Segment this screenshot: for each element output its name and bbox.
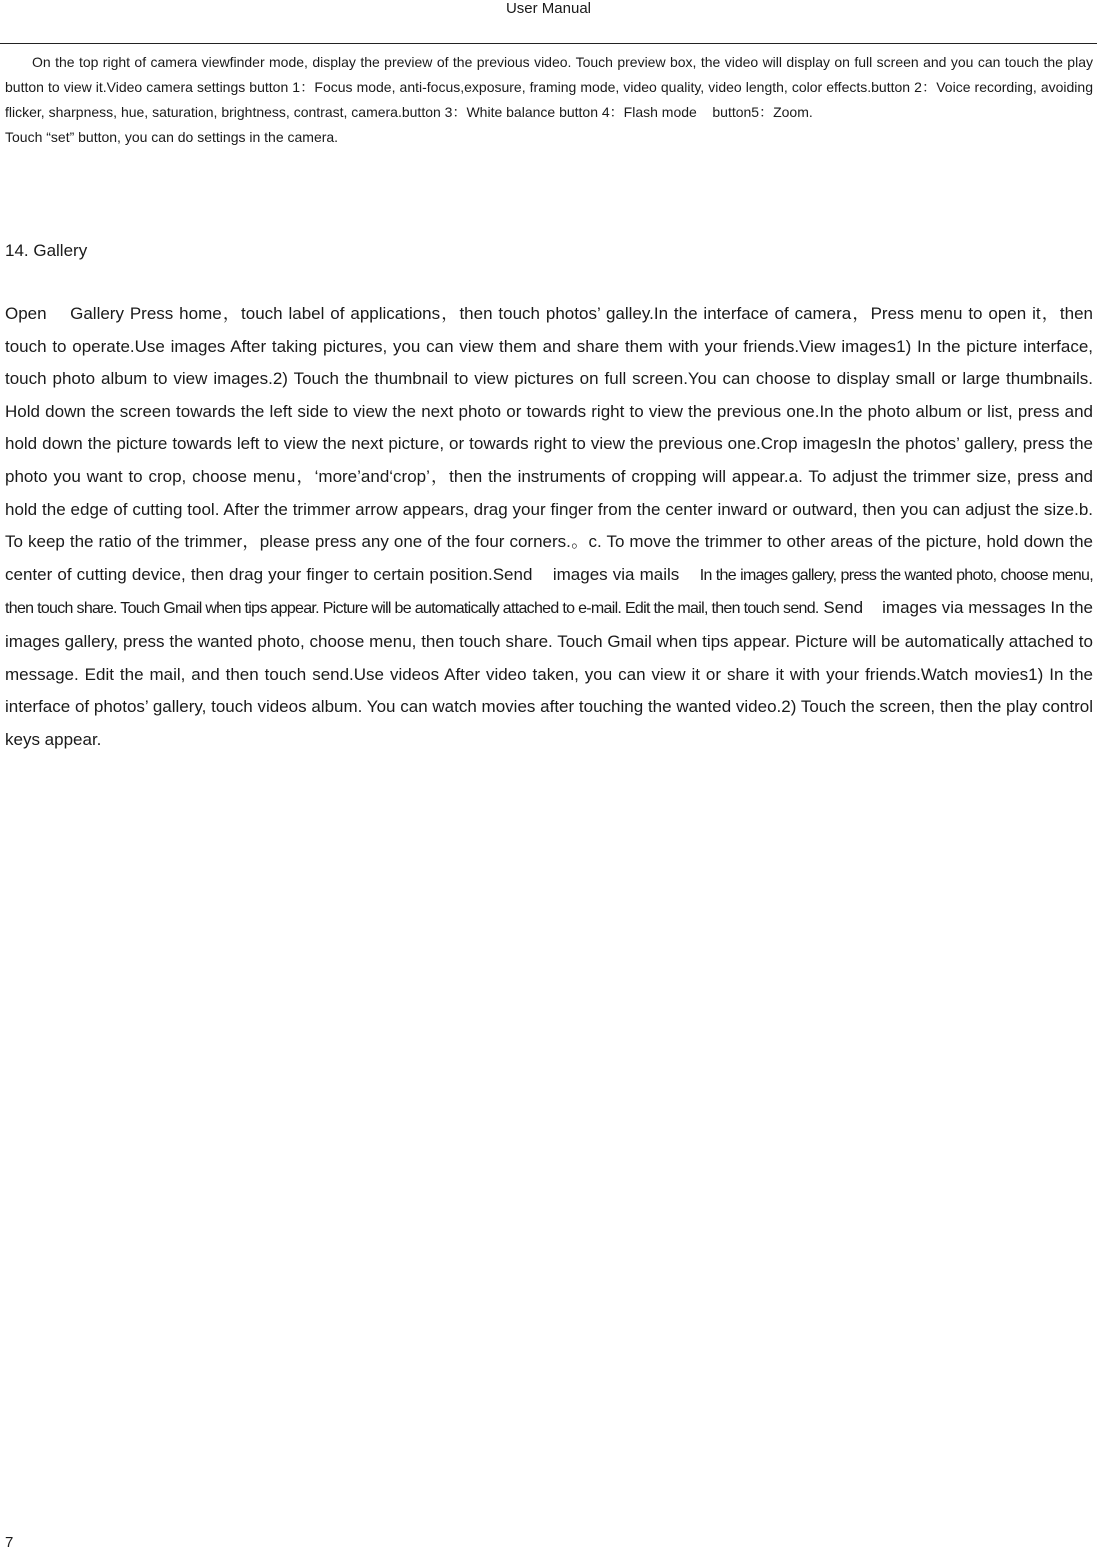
intro-text-block xyxy=(5,50,1093,150)
section-title: 14. Gallery xyxy=(5,241,88,260)
page-number: 7 xyxy=(5,1534,14,1551)
intro-paragraph-set-button: Touch “set” button, you can do settings in the camera. xyxy=(5,129,339,145)
gallery-text-part-3: Send images via messages In the images gallery, press the wanted photo, choose menu, then touch share. Touch Gmail when tips appear. Picture will be automatically attached to message. Edit the mail, and then touch send.Use videos After video taken, you can view it or share it with your friends.Watch movies1) In the interface of photos’ gallery, touch videos album. You can watch movies after touching the wanted video.2) Touch the screen, then the play control keys appear. xyxy=(5,598,1093,749)
gallery-body-text xyxy=(5,298,1093,756)
header-title: User Manual xyxy=(505,0,592,17)
page-header xyxy=(0,0,1097,44)
gallery-text-part-1: Open Gallery Press home，touch label of applications，then touch photos’ galley.In the interface of camera，Press menu to open it，then touch to operate.Use images After taking pictures, you can view them and share them with your friends.View images1) In the picture interface, touch photo album to view images.2) Touch the thumbnail to view pictures on full screen.You can choose to display small or large thumbnails. Hold down the screen towards the left side to view the next photo or towards right to view the previous one.In the photo album or list, press and hold down the picture towards left to view the next picture, or towards right to view the previous one.Crop imagesIn the photos’ gallery, press the photo you want to crop, choose menu，‘more’and‘crop’，then the instruments of cropping will appear.a. To adjust the trimmer size, press and hold the edge of cutting tool. After the trimmer arrow appears, drag your finger from the center inward or outward, then you can adjust the size.b. To keep the ratio of the trimmer，please press any one of the four corners.。c. To move the trimmer to other areas of the picture, hold down the center of cutting device, then drag your finger to certain position.Send images via mails xyxy=(5,304,1093,584)
gallery-text-part-2: In the images gallery, press the wanted photo, choose menu, then touch share. Touch Gmail when tips appear. Picture will be automatically attached to e-mail. Edit the mail, then touch send. xyxy=(5,566,1093,618)
intro-paragraph-camera-settings: On the top right of camera viewfinder mode, display the preview of the previous video. Touch preview box, the video will display on full screen and you can touch the play button to view it.Video camera settings button 1：Focus mode, anti-focus,exposure, framing mode, video quality, video length, color effects.button 2：Voice recording, avoiding flicker, sharpness, hue, saturation, brightness, contrast, camera.button 3：White balance button 4：Flash mode button5：Zoom. xyxy=(5,54,1093,120)
